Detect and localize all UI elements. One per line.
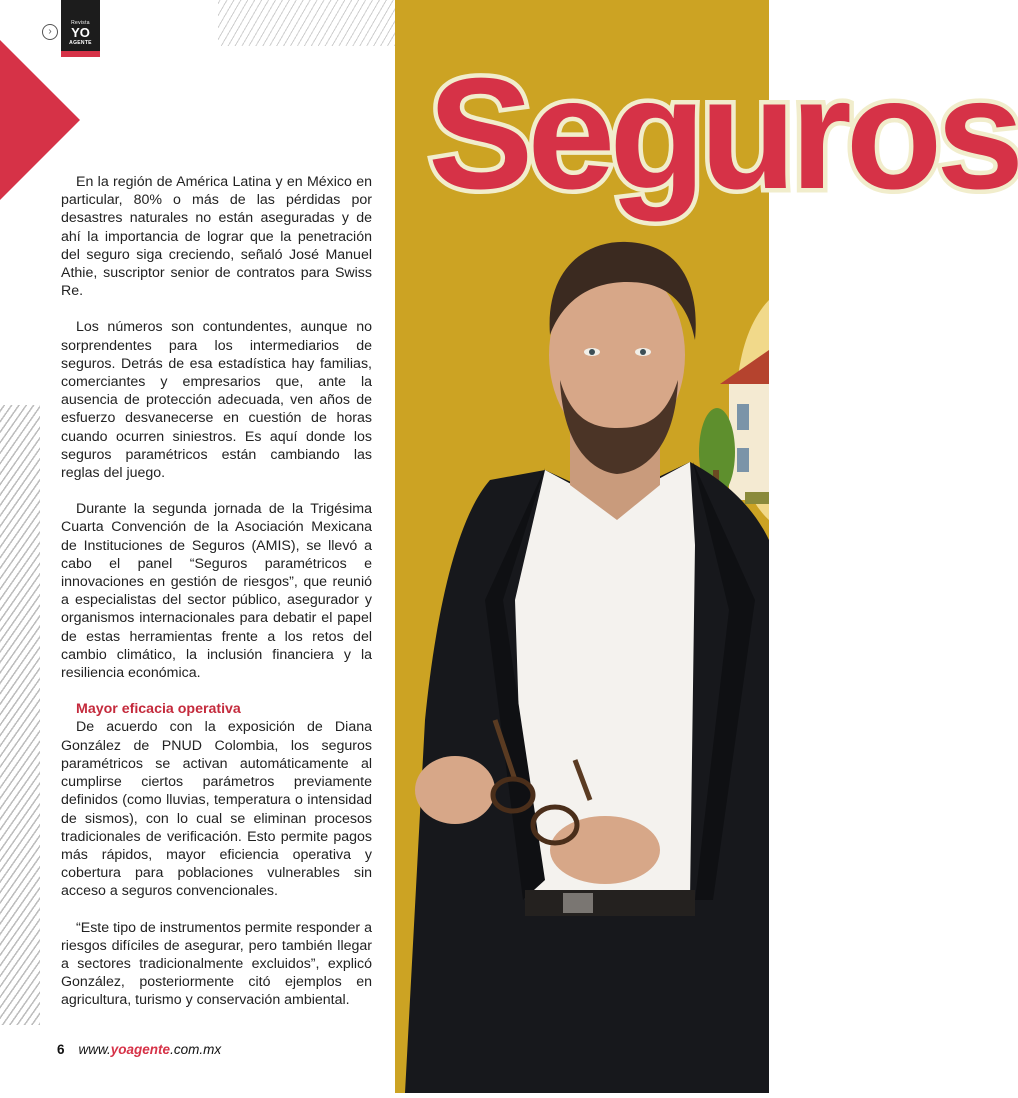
logo-line-1: Revista	[71, 20, 90, 26]
article-body	[61, 173, 372, 1028]
article-paragraph-1: En la región de América Latina y en México en particular, 80% o más de las pérdidas por desastres naturales no están aseguradas y de ahí la importancia de lograr que la penetración del seguro siga creciendo, señaló José Manuel Athie, suscriptor senior de contratos para Swiss Re.	[61, 174, 372, 300]
hatch-pattern-left	[0, 405, 40, 1025]
website-url[interactable]	[79, 1042, 222, 1057]
url-brand: yoagente	[110, 1042, 171, 1057]
article-paragraph-5: “Este tipo de instrumentos permite responder a riesgos difíciles de asegurar, pero también llegar a sectores tradicionalmente excluidos”, explicó González, posteriormente citó ejemplos en agricultura, turismo y conservación ambiental.	[61, 919, 372, 1009]
chevron-right-icon[interactable]: ›	[42, 24, 58, 40]
logo-line-2: YO	[71, 25, 90, 40]
url-prefix: www.	[78, 1042, 111, 1057]
page-footer	[57, 1042, 221, 1057]
magazine-logo	[61, 0, 100, 57]
article-paragraph-2: Los números son contundentes, aunque no sorprendentes para los intermediarios de seguros. Detrás de esa estadística hay familias, comerciantes y empresarios que, ante la ausencia de protección adecuada, ven años de esfuerzo desvanecerse en cuestión de horas cuando ocurren siniestros. Es aquí donde los seguros paramétricos están cambiando las reglas del juego.	[61, 319, 372, 482]
hatch-pattern-top	[218, 0, 395, 46]
article-paragraph-3: Durante la segunda jornada de la Trigésima Cuarta Convención de la Asociación Mexicana de Instituciones de Seguros (AMIS), se llevó a cabo el panel “Seguros paramétricos e innovaciones en gestión de riesgos”, que reunió a especialistas del sector público, asegurador y organismos internacionales para debatir el papel de estas herramientas frente a los retos del cambio climático, la inclusión financiera y la resiliencia económica.	[61, 501, 372, 682]
headline-container	[420, 46, 1018, 222]
article-subheading: Mayor eficacia operativa	[76, 701, 241, 718]
article-paragraph-4: De acuerdo con la exposición de Diana González de PNUD Colombia, los seguros paramétricos se activan automáticamente al cumplirse ciertos parámetros previamente definidos (como lluvias, temperatura o intensidad de sismos), con lo cual se eliminan procesos tradicionales de verificación. Esto permite pagos más rápidos, mayor eficiencia operativa y cobertura para poblaciones vulnerables sin acceso a seguros convencionales.	[61, 719, 372, 900]
headline-title: Seguros	[428, 46, 1018, 222]
page-number: 6	[57, 1042, 65, 1057]
url-suffix: .com.mx	[170, 1042, 222, 1057]
logo-line-3: AGENTE	[69, 40, 92, 46]
